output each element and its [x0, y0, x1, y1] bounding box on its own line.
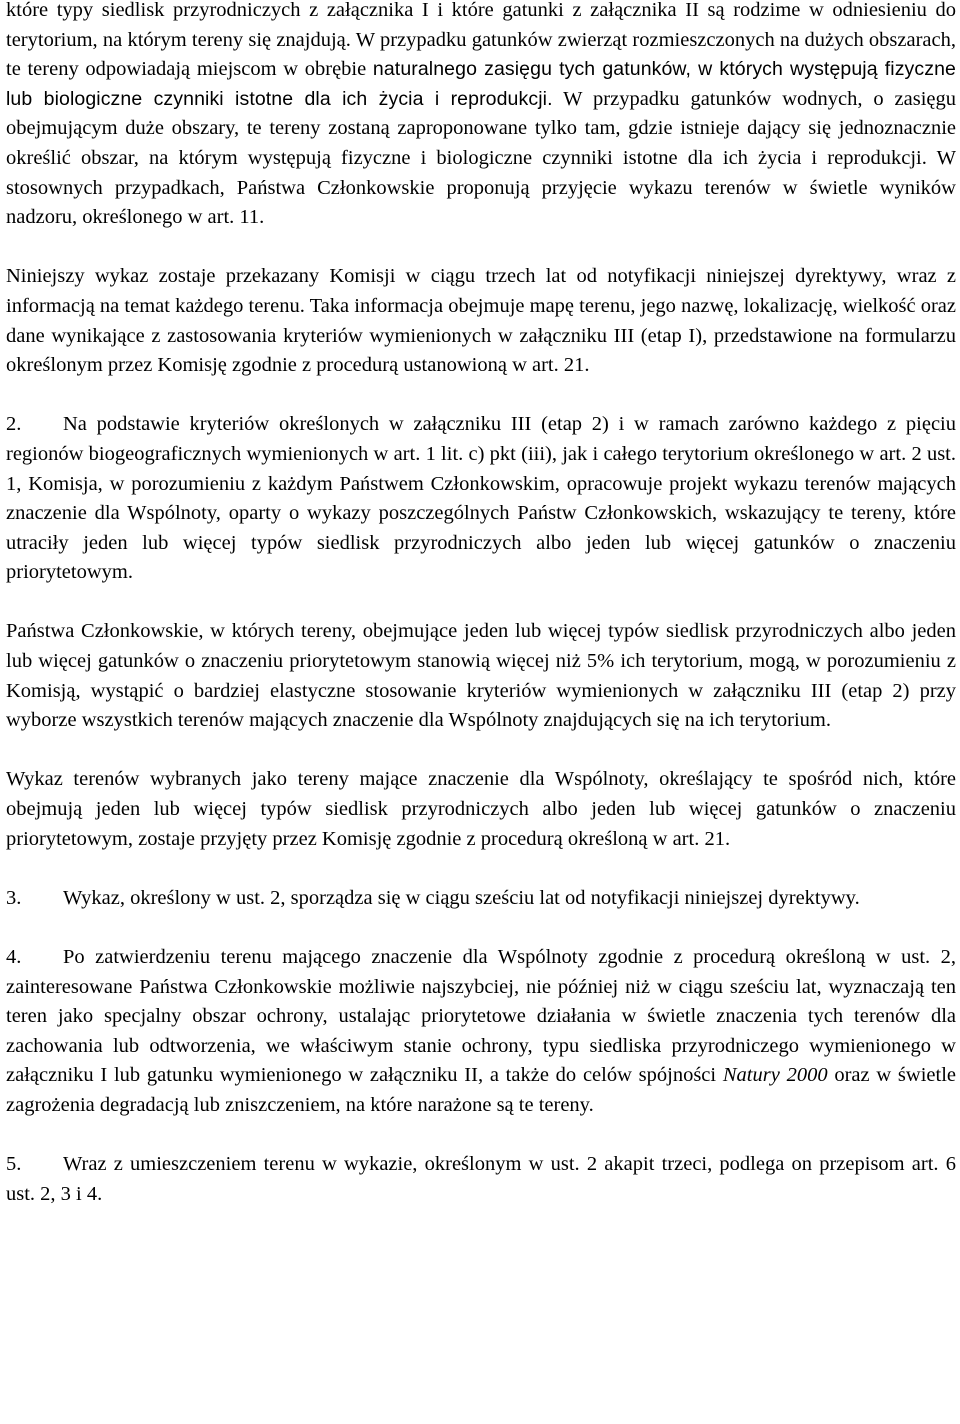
paragraph-text: W przypadku gatunków wodnych, o zasięgu obejmującym duże obszary, te tereny zostaną zaproponowane tylko tam, gdzie istnieje dający się jednoznacznie określić obszar, na którym występują fizyczne i biologiczne czynniki istotne dla ich życia i reprodukcji. W stosownych przypadkach, Państwa Członkowskie proponują przyjęcie wykazu terenów w świetle wyników nadzoru, określonego w art. 11. [6, 87, 957, 229]
paragraph-italic-text: Natury 2000 [722, 1064, 828, 1087]
paragraph-list-adoption [6, 765, 956, 854]
paragraph-text: Wykaz terenów wybranych jako tereny mające znaczenie dla Wspólnoty, określający te spośród nich, które obejmują jeden lub więcej typów siedlisk przyrodniczych albo jeden lub więcej gatunków o znaczeniu priorytetowym, zostaje przyjęty przez Komisję zgodnie z procedurą określoną w art. 21. [6, 768, 956, 850]
paragraph-3 [6, 884, 956, 914]
paragraph-4 [6, 943, 956, 1121]
paragraph-text: które typy siedlisk przyrodniczych z załącznika I i które gatunki z załącznika II są rodzime w odniesieniu do terytorium, na którym tereny się znajdują. W przypadku gatunków zwierząt rozmieszczonych na dużych obszarach, te tereny odpowiadają miejscom w obrębie [6, 0, 956, 81]
paragraph-text: Niniejszy wykaz zostaje przekazany Komisji w ciągu trzech lat od notyfikacji niniejszej dyrektywy, wraz z informacją na temat każdego terenu. Taka informacja obejmuje mapę terenu, jego nazwę, lokalizację, wielkość oraz dane wynikające z zastosowania kryteriów wymienionych w załączniku III (etap I), przedstawione na formularzu określonym przez Komisję zgodnie z procedurą ustanowioną w art. 21. [6, 265, 956, 377]
paragraph-text: Państwa Członkowskie, w których tereny, obejmujące jeden lub więcej typów siedlisk przyrodniczych albo jeden lub więcej gatunków o znaczeniu priorytetowym stanowią więcej niż 5% ich terytorium, mogą, w porozumieniu z Komisją, wystąpić o bardziej elastyczne stosowanie kryteriów wymienionych w załączniku III (etap 2) przy wyborze wszystkich terenów mających znaczenie dla Wspólnoty znajdujących się na ich terytorium. [6, 620, 956, 732]
paragraph-list-submission [6, 262, 956, 380]
paragraph-5 [6, 1150, 956, 1209]
paragraph-number: 2. [6, 413, 22, 436]
paragraph-2 [6, 410, 956, 588]
paragraph-text: Na podstawie kryteriów określonych w załączniku III (etap 2) i w ramach zarówno każdego z pięciu regionów biogeograficznych wymienionych w art. 1 lit. c) pkt (iii), jak i całego terytorium określonego w art. 2 ust. 1, Komisja, w porozumieniu z każdym Państwem Członkowskim, opracowuje projekt wykazu terenów mających znaczenie dla Wspólnoty, oparty o wykazy poszczególnych Państw Członkowskich, wskazujący te tereny, które utraciły jeden lub więcej typów siedlisk przyrodniczych albo jeden lub więcej gatunków o znaczeniu priorytetowym. [6, 413, 956, 584]
paragraph-text: Wykaz, określony w ust. 2, sporządza się w ciągu sześciu lat od notyfikacji niniejszej dyrektywy. [63, 886, 860, 909]
paragraph-number: 3. [6, 886, 22, 909]
paragraph-text: Po zatwierdzeniu terenu mającego znaczenie dla Wspólnoty zgodnie z procedurą określoną w ust. 2, zainteresowane Państwa Członkowskie możliwie najszybciej, nie później niż w ciągu sześciu lat, wyznaczają ten teren jako specjalny obszar ochrony, ustalając priorytetowe działania w świetle znaczenia tych terenów dla zachowania lub odtworzenia, we właściwym stanie ochrony, typu siedliska przyrodniczego wymienionego w załączniku I lub gatunku wymienionego w załączniku II, a także do celów spójności [6, 946, 956, 1087]
paragraph-number: 4. [6, 946, 22, 968]
paragraph-number: 5. [6, 1153, 22, 1176]
paragraph-continuation [6, 0, 956, 233]
document-page [6, 0, 956, 1209]
paragraph-text: Wraz z umieszczeniem terenu w wykazie, określonym w ust. 2 akapit trzeci, podlega on przepisom art. 6 ust. 2, 3 i 4. [6, 1153, 956, 1205]
paragraph-text: oraz w świetle zagrożenia degradacją lub zniszczeniem, na które narażone są te tereny. [6, 1064, 956, 1116]
paragraph-text-sans: naturalnego zasięgu tych gatunków, w których występują fizyczne lub biologiczne czynniki istotne dla ich życia i reprodukcji. [6, 58, 956, 110]
paragraph-member-states [6, 617, 956, 735]
